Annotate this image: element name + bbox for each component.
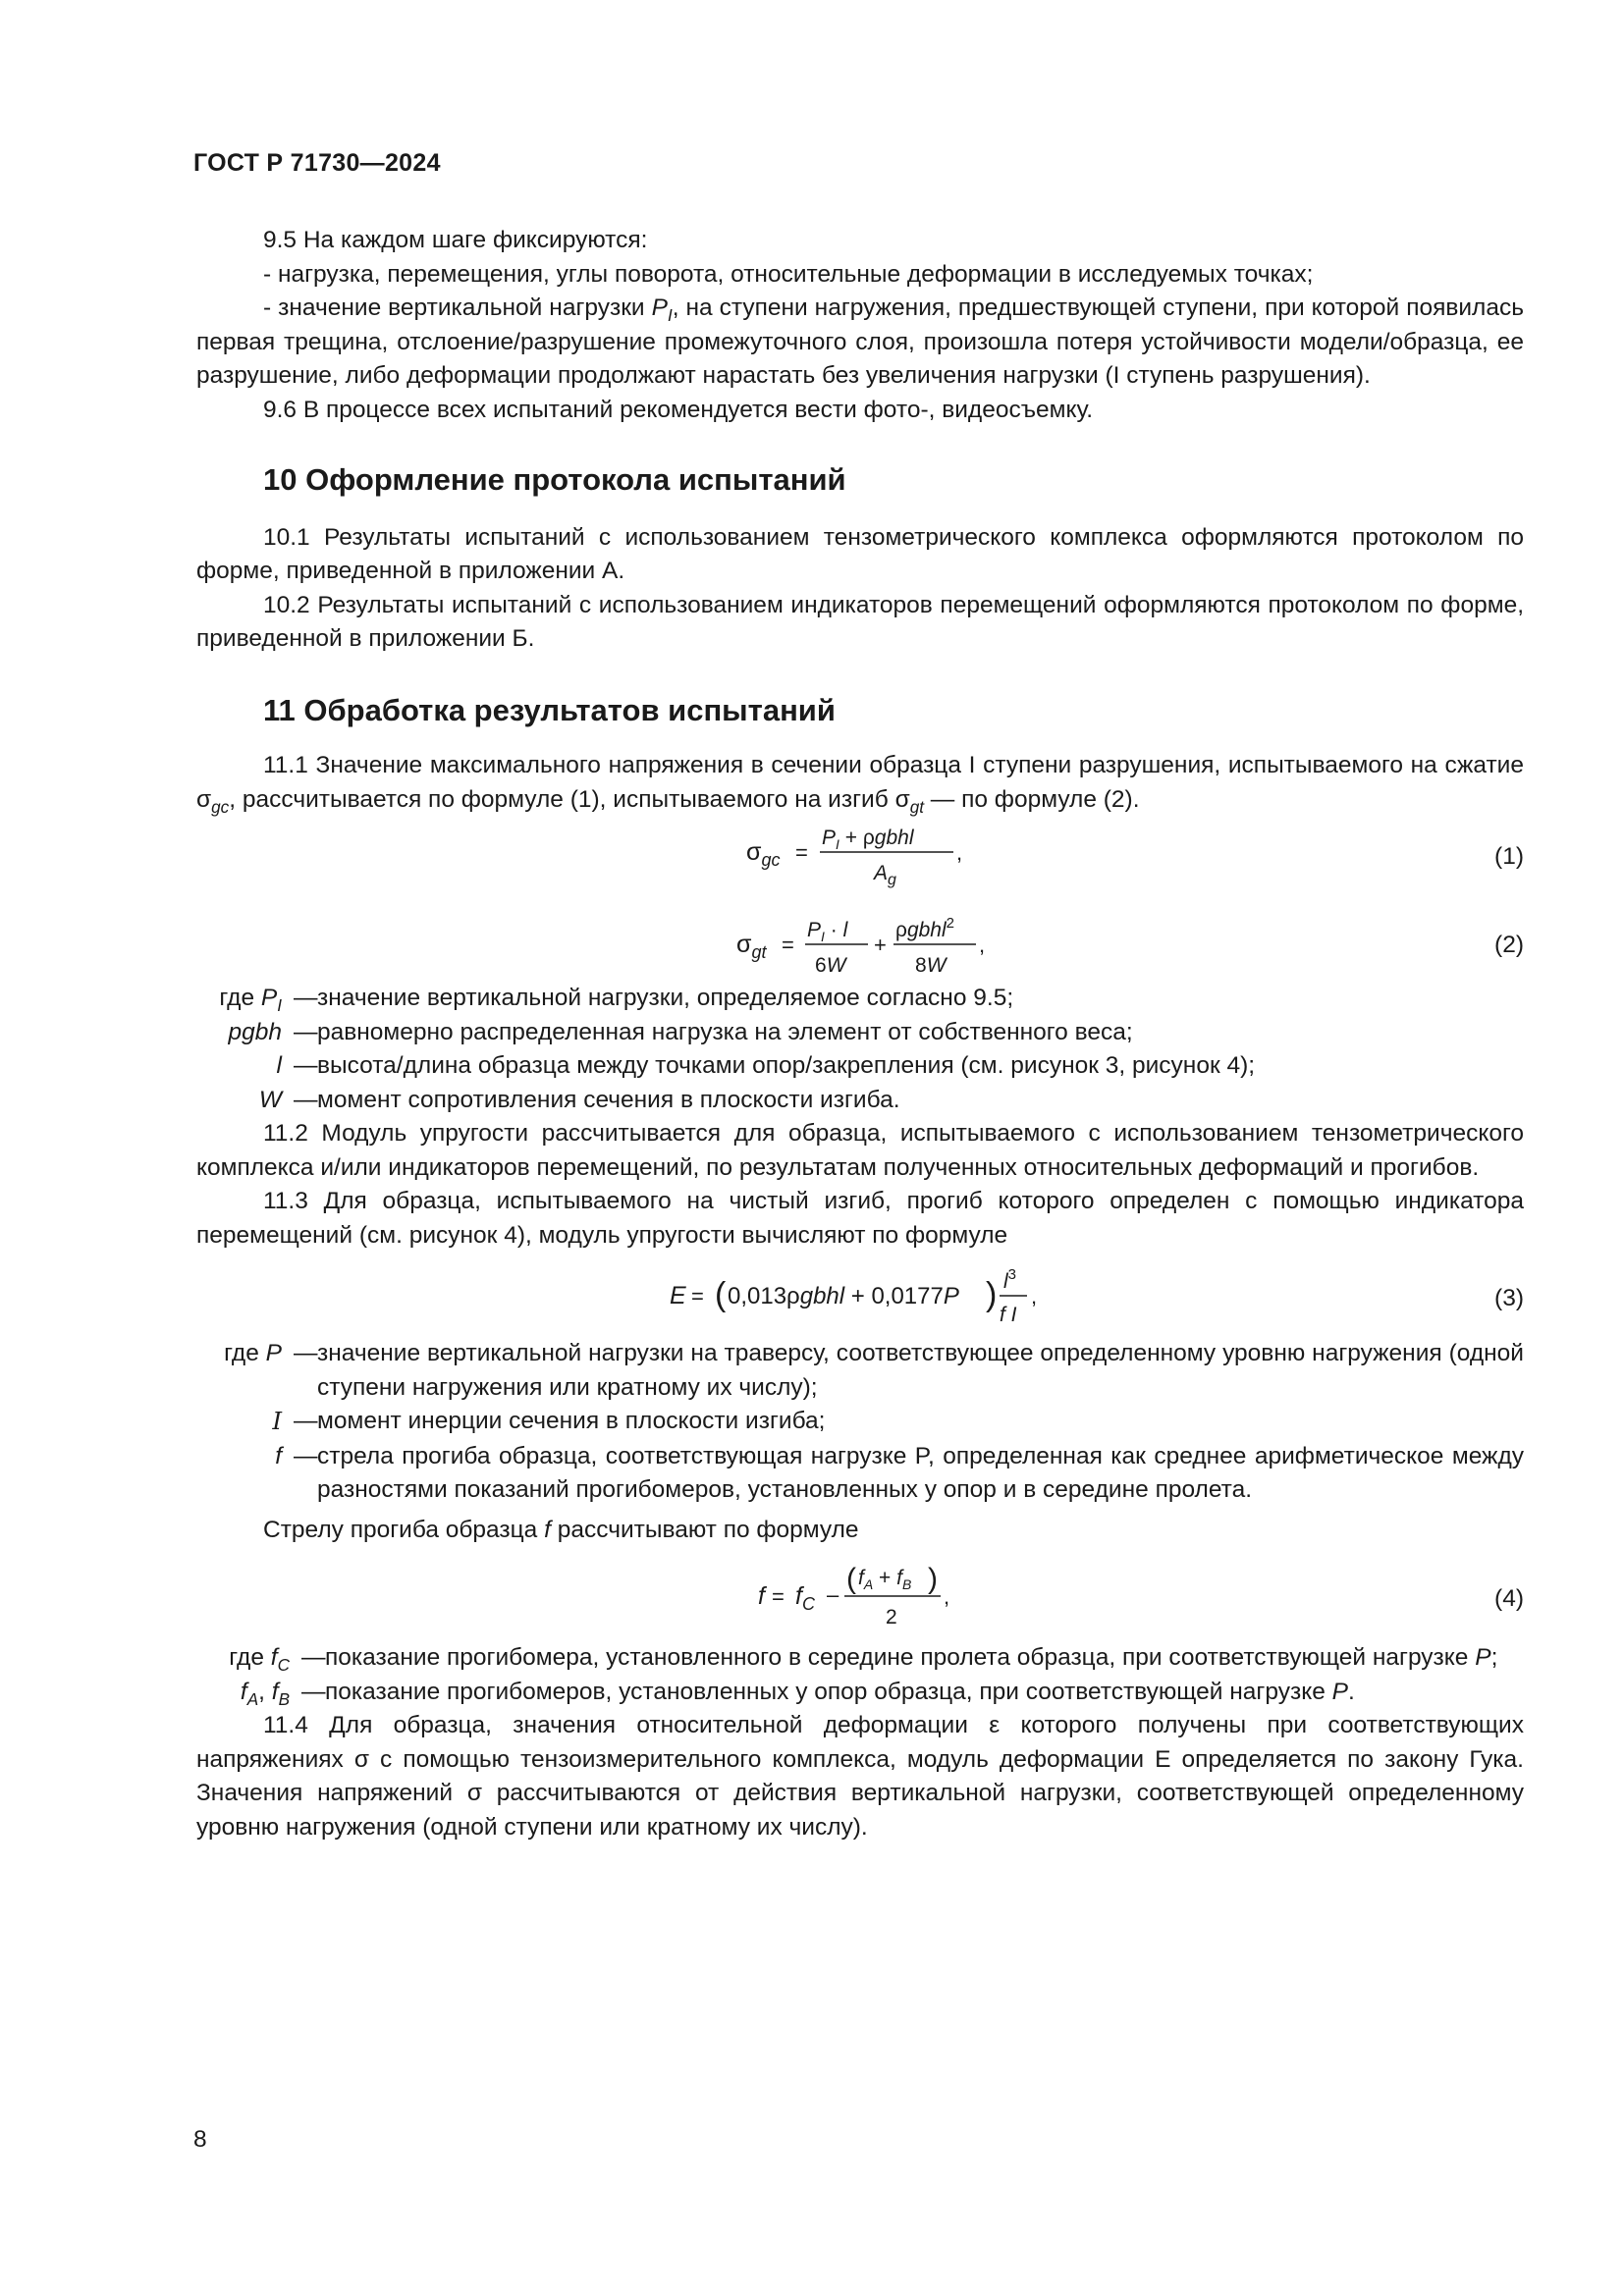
- p-11-4: 11.4 Для образца, значения относительной деформации ε которого получены при соответствующих напряжениях σ с помощью тензоизмерительного комплекса, модуль деформации E определяется по закону Гука. Значения напряжений σ рассчитываются от действия вертикальной нагрузки, соответствующей определенному уровню нагружения (одной ступени или кратному их числу).: [196, 1712, 1524, 1841]
- formula-2-plus: +: [874, 933, 887, 957]
- p-11-2: 11.2 Модуль упругости рассчитывается для образца, испытываемого с использованием тензометрического комплекса и/или индикаторов перемещений, по результатам полученных относительных деформаций и прогибов.: [196, 1120, 1524, 1181]
- formula-2-term1-num: $P_I \cdot l$: [807, 919, 848, 944]
- where-list-3: [196, 1641, 1524, 1709]
- where-2-desc-P: значение вертикальной нагрузки на траверсу, соответствующее определенному уровню нагружения (одной ступени нагружения или кратному их числу);: [317, 1340, 1524, 1401]
- p-10-1: 10.1 Результаты испытаний с использованием тензометрического комплекса оформляются протоколом по форме, приведенной в приложении А.: [196, 523, 1524, 584]
- where-dash: —: [294, 1442, 318, 1469]
- where-1-term-W: W: [258, 1086, 282, 1113]
- p-arrow-b: рассчитывают по формуле: [550, 1516, 859, 1543]
- where-1-term-PI: где $P_I$: [219, 985, 282, 1015]
- where-prefix: где: [219, 985, 255, 1011]
- p-9-5-intro: 9.5 На каждом шаге фиксируются:: [263, 227, 648, 253]
- p-11-1-a: 11.1 Значение максимального напряжения в сечении образца I ступени разрушения, испытываемого на сжатие: [263, 752, 1524, 778]
- p-11-1-c: — по формуле (2).: [923, 785, 1140, 813]
- formula-3-comma: ,: [1031, 1284, 1038, 1308]
- formula-3-paren-open: (: [715, 1276, 727, 1313]
- formula-4-paren-open: (: [846, 1563, 856, 1595]
- where-3-desc-fA-fB: показание прогибомеров, установленных у опор образца, при соответствующей нагрузке P.: [325, 1678, 1355, 1705]
- where-dash: —: [294, 1408, 318, 1434]
- p-9-5-item-2-b: , на ступени нагружения, предшествующей ступени, при которой появилась первая трещина, отслоение/разрушение промежуточного слоя, произошла потеря устойчивости модели/образца, ее разрушение, либо деформации продолжают нарастать без увеличения нагрузки (I ступень разрушения).: [196, 294, 1524, 389]
- formula-1-numerator: $P_I$ + ρgbhl: [822, 827, 914, 852]
- formula-3-paren-close: ): [986, 1276, 998, 1313]
- formula-3-lhs: E: [670, 1282, 686, 1309]
- where-1-desc-l: высота/длина образца между точками опор/закрепления (см. рисунок 3, рисунок 4);: [317, 1052, 1256, 1079]
- formula-2-term1-den: 6W: [815, 954, 846, 977]
- formula-3-expr: 0,013ρgbhl + 0,0177P: [728, 1283, 959, 1309]
- formula-2-eq: =: [782, 933, 794, 957]
- formula-4-comma: ,: [944, 1584, 950, 1609]
- where-prefix: где: [229, 1644, 264, 1671]
- where-dash: —: [294, 1340, 318, 1366]
- formula-1-graphic: [196, 817, 1524, 891]
- formula-1-denominator: $A_g$: [874, 862, 896, 888]
- formula-3-graphic: [196, 1253, 1524, 1337]
- formula-4-paren-close: ): [928, 1563, 938, 1595]
- formula-4-graphic: [196, 1547, 1524, 1641]
- formula-3-frac-den: f I: [1000, 1304, 1017, 1326]
- where-dash: —: [301, 1644, 326, 1671]
- where-2-term-P: где P: [224, 1340, 282, 1366]
- section-11-title: 11 Обработка результатов испытаний: [263, 692, 836, 727]
- where-2-term-f: f: [275, 1442, 282, 1469]
- formula-3-eq: =: [691, 1284, 704, 1308]
- where-dash: —: [294, 1052, 318, 1079]
- where-list-1: [196, 982, 1524, 1117]
- formula-4: [196, 1547, 1524, 1641]
- where-dash: —: [294, 985, 318, 1011]
- p-arrow-a: Стрелу прогиба образца: [263, 1516, 545, 1543]
- where-3-desc-fC-a: показание прогибомера, установленного в середине пролета образца, при соответствующей нагрузке: [325, 1644, 1476, 1671]
- where-3-term-fC: где $f_C$: [229, 1644, 290, 1675]
- where-2-term-I: I: [272, 1407, 282, 1435]
- formula-4-lhs: f: [758, 1582, 765, 1610]
- formula-4-eq: =: [772, 1584, 785, 1609]
- page-number: 8: [193, 2126, 207, 2153]
- standard-header: ГОСТ Р 71730—2024: [193, 149, 441, 177]
- where-3-desc-fA-fB-b: .: [1347, 1678, 1355, 1705]
- where-1-desc-pgbh: равномерно распределенная нагрузка на элемент от собственного веса;: [317, 1018, 1133, 1045]
- formula-3-frac-num: $l^3$: [1003, 1266, 1017, 1293]
- p-11-1-b: , рассчитывается по формуле (1), испытываемого на изгиб: [229, 785, 895, 813]
- p-11-3: 11.3 Для образца, испытываемого на чистый изгиб, прогиб которого определен с помощью индикатора перемещений (см. рисунок 4), модуль упругости вычисляют по формуле: [196, 1188, 1524, 1249]
- formula-4-frac-den: 2: [886, 1606, 897, 1629]
- formula-2-lhs: $\sigma_{gt}$: [736, 931, 767, 962]
- where-dash: —: [301, 1678, 326, 1705]
- where-1-term-pgbh: pgbh: [228, 1018, 282, 1045]
- formula-4-frac-num: $f_A + f_B$: [858, 1567, 912, 1592]
- where-list-2: [196, 1337, 1524, 1508]
- p-arrow-formula-intro: Стрелу прогиба образца f рассчитывают по формуле: [263, 1516, 859, 1543]
- where-2-desc-f: стрела прогиба образца, соответствующая нагрузке P, определенная как среднее арифметическое между разностями показаний прогибомеров, установленных у опор и в середине пролета.: [317, 1442, 1524, 1503]
- p-9-5-item-2-a: - значение вертикальной нагрузки: [263, 294, 652, 321]
- p-9-5-item-1: - нагрузка, перемещения, углы поворота, относительные деформации в исследуемых точках;: [263, 260, 1314, 288]
- formula-2-graphic: [196, 891, 1524, 982]
- p-9-6: 9.6 В процессе всех испытаний рекомендуется вести фото-, видеосъемку.: [263, 396, 1094, 423]
- formula-3: [196, 1253, 1524, 1337]
- formula-1-eq: =: [795, 840, 808, 865]
- formula-4-rhs: $f_C$: [795, 1582, 815, 1614]
- formula-2-comma: ,: [979, 933, 986, 957]
- formula-1: [196, 817, 1524, 891]
- where-3-term-fA-fB: $f_A$, $f_B$: [240, 1678, 290, 1709]
- where-1-desc-W: момент сопротивления сечения в плоскости изгиба.: [317, 1086, 900, 1113]
- formula-1-lhs: $\sigma_{gc}$: [746, 838, 781, 870]
- where-3-desc-fA-fB-a: показание прогибомеров, установленных у опор образца, при соответствующей нагрузке: [325, 1678, 1332, 1705]
- formula-2-number: (2): [1494, 932, 1524, 958]
- p-10-2: 10.2 Результаты испытаний с использованием индикаторов перемещений оформляются протоколом по форме, приведенной в приложении Б.: [196, 591, 1524, 652]
- where-dash: —: [294, 1086, 318, 1113]
- formula-2-term2-den: 8W: [915, 954, 947, 977]
- formula-3-number: (3): [1494, 1285, 1524, 1311]
- formula-2-term2-num: ρgbhl$^2$: [895, 915, 954, 941]
- where-3-desc-fC: показание прогибомера, установленного в середине пролета образца, при соответствующей нагрузке P;: [325, 1644, 1498, 1671]
- where-1-term-l: l: [276, 1052, 282, 1079]
- formula-1-comma: ,: [956, 840, 963, 865]
- formula-4-minus: –: [827, 1582, 839, 1607]
- where-2-desc-I: момент инерции сечения в плоскости изгиба;: [317, 1408, 826, 1434]
- p-9-5-item-2: - значение вертикальной нагрузки $P_I$, на ступени нагружения, предшествующей ступени, при которой появилась первая трещина, отслоение/разрушение промежуточного слоя, произошла потеря устойчивости модели/образца, ее разрушение, либо деформации продолжают нарастать без увеличения нагрузки (I ступень разрушения).: [196, 294, 1524, 389]
- where-3-desc-fC-b: ;: [1490, 1644, 1498, 1671]
- page-content: [196, 224, 1524, 1844]
- where-prefix: где: [224, 1340, 259, 1366]
- p-11-1: 11.1 Значение максимального напряжения в сечении образца I ступени разрушения, испытываемого на сжатие $\sigma_{gc}$, рассчитывается по формуле (1), испытываемого на изгиб $\sigma_{gt}$ — по формуле (2).: [196, 752, 1524, 817]
- where-1-desc-PI: значение вертикальной нагрузки, определяемое согласно 9.5;: [317, 985, 1014, 1011]
- formula-1-number: (1): [1494, 843, 1524, 870]
- formula-4-number: (4): [1494, 1585, 1524, 1612]
- section-10-title: 10 Оформление протокола испытаний: [263, 462, 846, 497]
- formula-2: [196, 891, 1524, 982]
- where-dash: —: [294, 1018, 318, 1045]
